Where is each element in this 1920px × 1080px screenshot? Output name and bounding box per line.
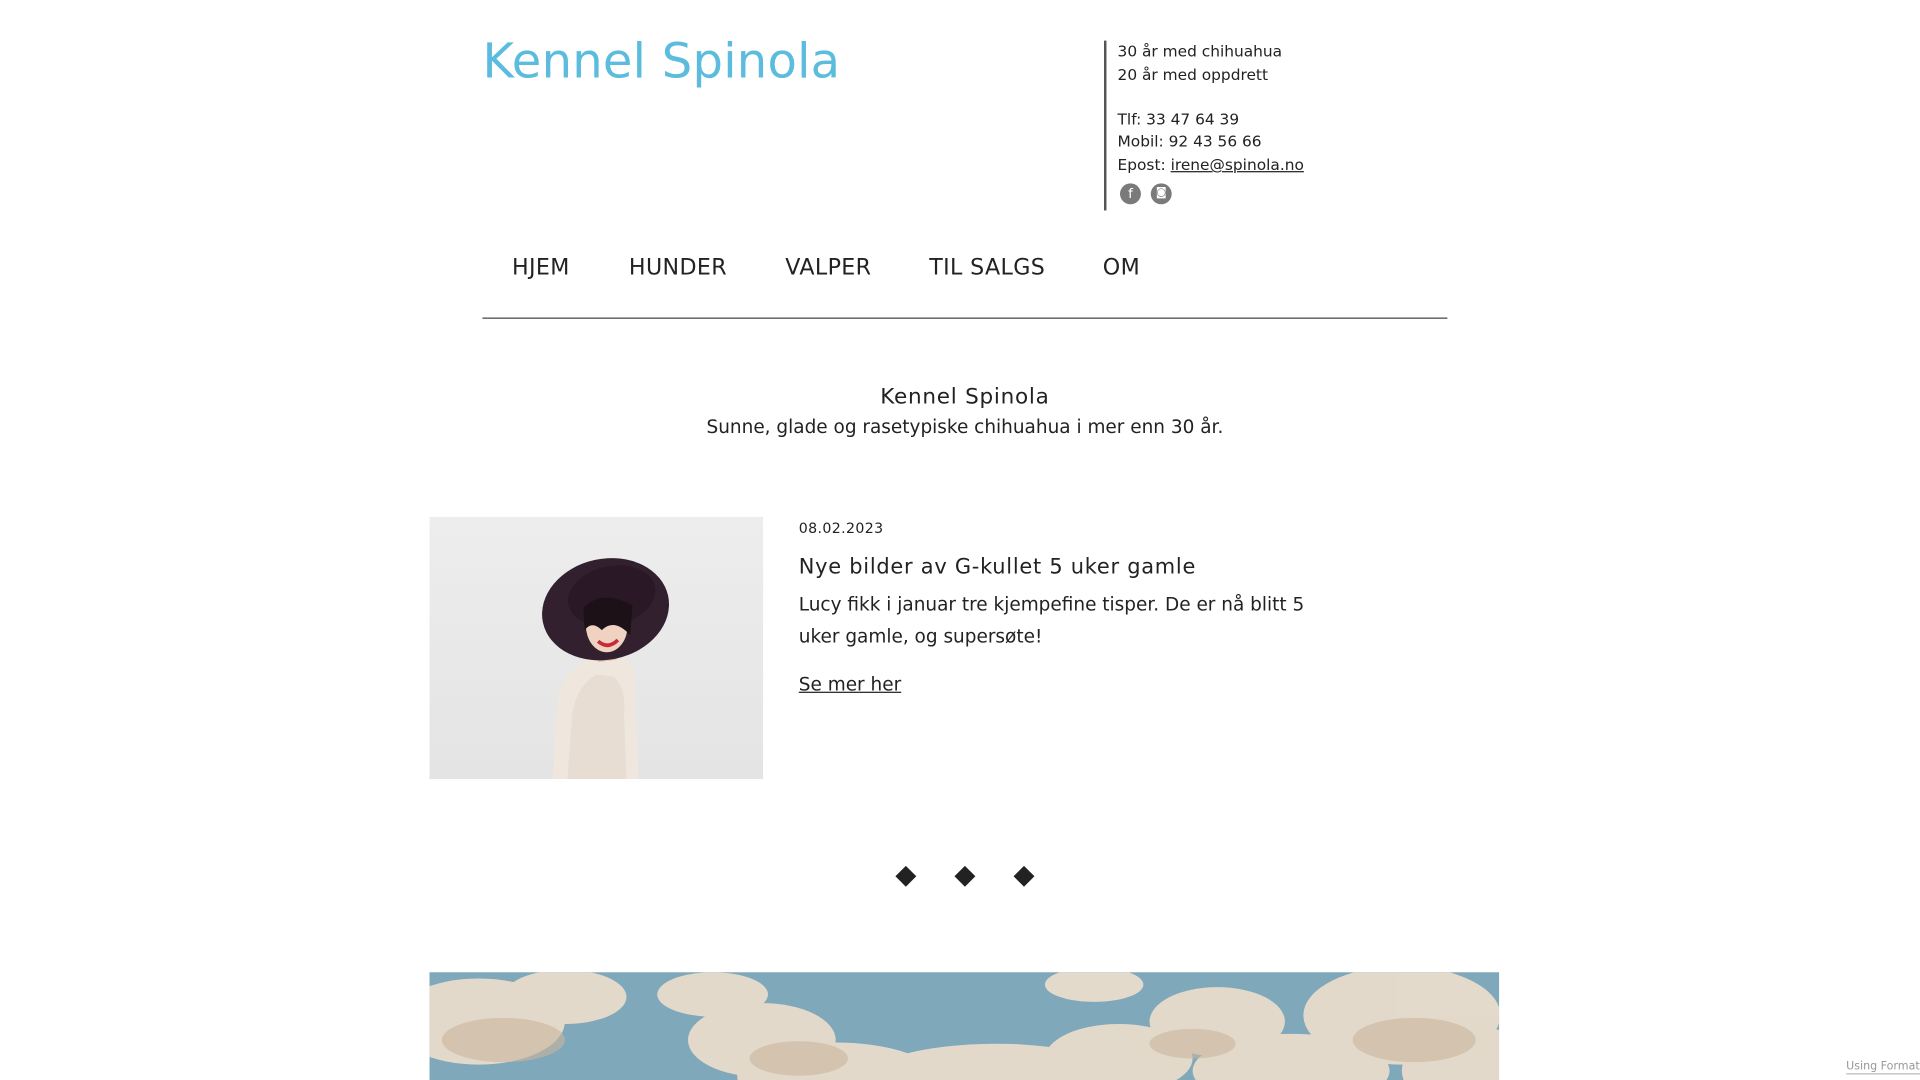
post-thumbnail[interactable] xyxy=(430,517,764,779)
diamond-divider-icon xyxy=(895,866,916,887)
facebook-icon[interactable]: f xyxy=(1120,183,1141,204)
experience-line: 30 år med chihuahua xyxy=(1117,41,1283,61)
mobile-line: Mobil: 92 43 56 66 xyxy=(1117,131,1262,151)
nav-til-salgs[interactable]: TIL SALGS xyxy=(929,254,1046,281)
hero-sky-image xyxy=(430,972,1500,1080)
nav-om[interactable]: OM xyxy=(1102,254,1141,281)
clouds-graphic xyxy=(430,972,1500,1080)
diamond-divider-icon xyxy=(1014,866,1035,887)
email-label: Epost: xyxy=(1117,155,1171,174)
post-excerpt: Lucy fikk i januar tre kjempefine tisper. De er nå blitt 5 uker gamle, og supersøte! xyxy=(798,593,1305,647)
email-line xyxy=(1118,155,1304,173)
diamond-divider-icon xyxy=(954,866,975,887)
instagram-icon[interactable]: ◙ xyxy=(1151,183,1172,204)
nav-hunder[interactable]: HUNDER xyxy=(628,254,728,281)
email-link[interactable]: irene@spinola.no xyxy=(1170,155,1304,174)
woman-with-hat-photo xyxy=(430,517,764,779)
nav-valper[interactable]: VALPER xyxy=(785,254,872,281)
post-date: 08.02.2023 xyxy=(798,519,884,537)
using-format-badge[interactable]: Using Format xyxy=(1846,1060,1920,1074)
nav-divider xyxy=(482,318,1447,319)
nav-hjem[interactable]: HJEM xyxy=(511,254,570,281)
intro-subtitle: Sunne, glade og rasetypiske chihuahua i mer enn 30 år. xyxy=(706,415,1224,439)
breeding-line: 20 år med oppdrett xyxy=(1117,65,1268,84)
contact-panel xyxy=(1104,41,1353,211)
site-title[interactable]: Kennel Spinola xyxy=(482,34,841,90)
intro-title: Kennel Spinola xyxy=(880,385,1050,410)
see-more-link[interactable]: Se mer her xyxy=(798,673,902,696)
post-title[interactable]: Nye bilder av G-kullet 5 uker gamle xyxy=(798,555,1197,580)
phone-line: Tlf: 33 47 64 39 xyxy=(1117,109,1240,128)
